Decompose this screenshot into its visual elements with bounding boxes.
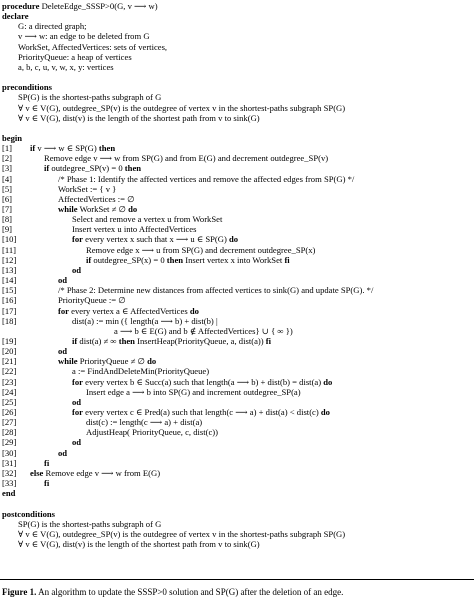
- line-text: else Remove edge v ⟶ w from E(G): [30, 467, 161, 478]
- line-number: [8]: [2, 214, 13, 225]
- line-text: if v ⟶ w ∈ SP(G) then: [30, 143, 116, 154]
- line-text: SP(G) is the shortest-paths subgraph of G: [18, 518, 162, 529]
- line-number: [24]: [2, 386, 17, 397]
- line-text: /* Phase 1: Identify the affected vertices and remove the affected edges from SP(G) */: [58, 173, 355, 184]
- line-number: [12]: [2, 254, 17, 265]
- line-text: Insert vertex u into AffectedVertices: [72, 224, 197, 235]
- line-text: AdjustHeap( PriorityQueue, c, dist(c)): [86, 427, 219, 438]
- line-text: if dist(a) ≠ ∞ then InsertHeap(PriorityQueue, a, dist(a)) fi: [72, 335, 272, 346]
- line-text: for every vertex c ∈ Pred(a) such that length(c ⟶ a) + dist(a) < dist(c) do: [72, 407, 330, 417]
- line-number: [28]: [2, 427, 17, 438]
- line-number: [11]: [2, 244, 16, 255]
- line-number: [20]: [2, 346, 17, 357]
- figure-caption: [2, 586, 472, 598]
- line-text: Remove edge x ⟶ u from SP(G) and decrement outdegree_SP(x): [86, 244, 316, 255]
- line-text: od: [72, 264, 82, 275]
- line-text: if outdegree_SP(x) = 0 then Insert vertex x into WorkSet fi: [86, 254, 290, 265]
- line-text: Select and remove a vertex u from WorkSet: [72, 214, 223, 225]
- line-number: [25]: [2, 396, 17, 407]
- line-text: procedure DeleteEdge_SSSP>0(G, v ⟶ w): [2, 1, 158, 11]
- line-number: [27]: [2, 417, 17, 428]
- algorithm-line: [0, 539, 474, 550]
- line-text: dist(a) := min ({ length(a ⟶ b) + dist(b) |: [72, 315, 218, 326]
- caption-rule: [0, 579, 474, 580]
- line-number: [2]: [2, 153, 13, 164]
- line-text: v ⟶ w: an edge to be deleted from G: [18, 31, 150, 42]
- line-text: for every vertex b ∈ Succ(a) such that length(a ⟶ b) + dist(b) = dist(a) do: [72, 376, 333, 387]
- line-text: begin: [2, 132, 23, 143]
- line-number: [23]: [2, 376, 17, 387]
- line-text: /* Phase 2: Determine new distances from affected vertices to sink(G) and update SP(G). */: [58, 285, 374, 296]
- line-text: od: [58, 346, 68, 357]
- line-number: [3]: [2, 163, 13, 174]
- line-text: end: [2, 488, 16, 499]
- line-number: [17]: [2, 305, 17, 316]
- line-text: while PriorityQueue ≠ ∅ do: [58, 356, 157, 367]
- line-text: a := FindAndDeleteMin(PriorityQueue): [72, 366, 210, 377]
- line-text: od: [58, 275, 68, 286]
- line-number: [30]: [2, 447, 17, 458]
- line-text: ∀ v ∈ V(G), dist(v) is the length of the shortest path from v to sink(G): [18, 112, 260, 123]
- line-text: ∀ v ∈ V(G), dist(v) is the length of the shortest path from v to sink(G): [18, 538, 260, 549]
- line-text: PriorityQueue := ∅: [58, 295, 126, 306]
- line-number: [33]: [2, 478, 17, 489]
- line-text: a, b, c, u, v, w, x, y: vertices: [18, 61, 114, 72]
- line-number: [14]: [2, 275, 17, 286]
- line-number: [4]: [2, 173, 13, 184]
- line-text: Remove edge v ⟶ w from SP(G) and from E(G) and decrement outdegree_SP(v): [44, 153, 329, 164]
- line-number: [6]: [2, 193, 13, 204]
- line-number: [26]: [2, 407, 17, 417]
- line-text: od: [72, 437, 82, 448]
- line-text: while WorkSet ≠ ∅ do: [58, 204, 138, 214]
- line-text: dist(c) := length(c ⟶ a) + dist(a): [86, 417, 203, 428]
- line-text: preconditions: [2, 82, 52, 93]
- line-text: a ⟶ b ∈ E(G) and b ∉ AffectedVertices} ∪ { ∞ }): [114, 325, 293, 336]
- line-number: [21]: [2, 356, 17, 367]
- line-text: fi: [44, 478, 50, 489]
- line-number: [15]: [2, 285, 17, 296]
- line-number: [32]: [2, 467, 17, 478]
- line-number: [16]: [2, 295, 17, 306]
- line-text: Insert edge a ⟶ b into SP(G) and increment outdegree_SP(a): [86, 386, 301, 397]
- line-number: [18]: [2, 315, 17, 326]
- line-text: postconditions: [2, 508, 56, 519]
- line-number: [5]: [2, 183, 13, 194]
- line-number: [9]: [2, 224, 13, 235]
- line-number: [31]: [2, 457, 17, 468]
- line-text: ∀ v ∈ V(G), outdegree_SP(v) is the outdegree of vertex v in the shortest-paths subgraph SP(G): [18, 102, 346, 113]
- line-number: [1]: [2, 143, 13, 154]
- line-number: [10]: [2, 234, 17, 245]
- line-text: WorkSet := { v }: [58, 183, 117, 194]
- line-text: ∀ v ∈ V(G), outdegree_SP(v) is the outdegree of vertex v in the shortest-paths subgraph SP(G): [18, 528, 346, 539]
- line-number: [19]: [2, 335, 17, 346]
- line-text: AffectedVertices := ∅: [58, 193, 135, 204]
- line-text: PriorityQueue: a heap of vertices: [18, 51, 132, 62]
- figure-caption-text: An algorithm to update the SSSP>0 solution and SP(G) after the deletion of an edge.: [38, 587, 344, 597]
- line-text: G: a directed graph;: [18, 21, 87, 32]
- line-number: [22]: [2, 366, 17, 377]
- line-text: if outdegree_SP(v) = 0 then: [44, 163, 142, 174]
- line-number: [13]: [2, 264, 17, 275]
- figure-caption-label: Figure 1.: [2, 587, 37, 597]
- line-text: WorkSet, AffectedVertices: sets of vertices,: [18, 41, 168, 52]
- line-text: declare: [2, 11, 29, 22]
- line-number: [29]: [2, 437, 17, 448]
- line-text: for every vertex a ∈ AffectedVertices do: [58, 305, 199, 316]
- line-number: [7]: [2, 204, 13, 214]
- line-text: for every vertex x such that x ⟶ u ∈ SP(G) do: [72, 234, 239, 245]
- line-text: fi: [44, 457, 50, 468]
- line-text: od: [72, 396, 82, 407]
- line-text: od: [58, 447, 68, 458]
- line-text: SP(G) is the shortest-paths subgraph of G: [18, 92, 162, 103]
